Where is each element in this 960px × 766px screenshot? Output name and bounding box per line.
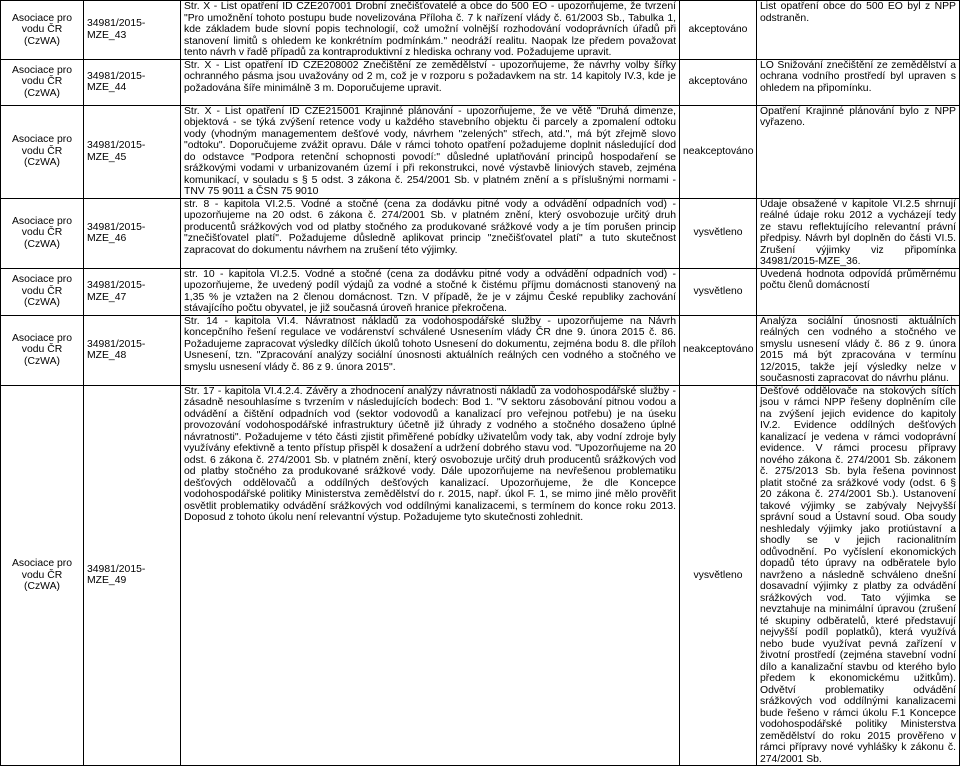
table-row <box>1 105 960 198</box>
response-cell: Dešťové odděl​ovače na stokových sítích jsou v rámci NPP řešeny doplněním cíle na zvýšení jejich evidence do kapitoly IV.2. Evidence oddílných dešťových kanalizací je vedena v rámci vodoprávní evidence. V rámci procesu přípravy nového zákona č. 274/2001 Sb. zákonem č. 275/2013 Sb. byla řešena povinnost platit stočné za srážkové vody (odst. 6 § 20 zákona č. 274/2001 Sb.). Ustanovení takové výjimky se zabývaly Nejvyšší správní soud a Ústavní soud. Oba soudy neshledaly výjimky jako protiústavní a shodly se v jejich racionalitním odůvodnění. Po vyčíslení ekonomických dopadů této úpravy na odběratele bylo navrženo a následně schváleno dnešní dosavadní výjimky z platby za odvádění srážkových vod. Tato výjimka se nevztahuje na minimální úpravou (zrušení té skupiny odběratelů, které představují nejvyšší podíl poplatků), která využívá nebo bude využívat pevná zařízení v životní prostředí (zejména stavební vodní dílo a kanalizační stavbu od kterého bylo předem k ekonomickému užitkům). Odvětví problematiky odvádění srážkových vod oddílnými kanalizacemi bude řešeno v rámci úkolu F.1 Koncepce vodohospodářské politiky Ministerstva zemědělství do roku 2015 prověřeno v rámci přípravy nové vyhlášky k zákonu č. 274/2001 Sb. <box>757 385 960 766</box>
status-cell: neakceptováno <box>680 105 757 198</box>
comments-table-body <box>1 1 960 766</box>
response-cell: Údaje obsažené v kapitole VI.2.5 shrnují reálné údaje roku 2012 a vycházejí tedy ze stavu reflektujícího relevantní právní předpisy. Návrh byl doplněn do části VI.5. Zrušení výjimky viz připomínka 34981/2015-MZE_36. <box>757 198 960 268</box>
table-row <box>1 198 960 268</box>
reference-code-cell: 34981/2015-MZE_49 <box>84 385 181 766</box>
status-cell: vysvětleno <box>680 268 757 315</box>
comment-cell: Str. X - List opatření ID CZE207001 Drobní znečišťovatelé a obce do 500 EO - upozorňujeme, že tvrzení "Pro umožnění tohoto postupu bude novelizována Příloha č. 7 k nařízení vlády č. 61/2003 Sb., Tabulka 1, kde základem bude slovní popis technologií, což umožní volnější rozhodování vodoprávních úřadů při stanovení limitů s ohledem ke konkrétním podmínkám." neodráží realitu. Naopak lze předem považovat tento návrh v řadě případů za kontraproduktivní z hlediska ochrany vod. Požadujeme upravit. <box>181 1 680 60</box>
table-row <box>1 315 960 385</box>
organization-cell: Asociace pro vodu ČR (CzWA) <box>1 198 84 268</box>
comment-cell: str. 10 - kapitola VI.2.5. Vodné a stočné (cena za dodávku pitné vody a odvádění odpadních vod) - upozorňujeme, že uvedený podíl výdajů za vodné a stočné k čistému příjmu domácnosti stanovený na 1,35 % je vztažen na 2 členou domácnost. Tzn. V případě, že je v zájmu České republiky zachování stávajícího počtu obyvatel, je již současná úroveň hranice překročena. <box>181 268 680 315</box>
response-cell: LO Snižování znečištění ze zemědělství a ochrana vodního prostředí byl upraven s ohledem na připomínku. <box>757 59 960 105</box>
response-cell: Opatření Krajinné plánování bylo z NPP vyřazeno. <box>757 105 960 198</box>
comment-cell: str. 8 - kapitola VI.2.5. Vodné a stočné (cena za dodávku pitné vody a odvádění odpadních vod) - upozorňujeme na 20 odst. 6 zákona č. 274/2001 Sb. v platném znění, který osvobozuje určitý druh producentů srážkových vod od platby stočného za produkované srážkové vody a je tím porušen princip "znečišťovatel platí". Požadujeme důsledně aplikovat princip "znečišťovatel platí" a tuto skutečnost zapracovat do dokumentu návrhem na zrušení této výjimky. <box>181 198 680 268</box>
reference-code-cell: 34981/2015-MZE_48 <box>84 315 181 385</box>
organization-cell: Asociace pro vodu ČR (CzWA) <box>1 105 84 198</box>
response-cell: Uvedená hodnota odpovídá průměrnému počtu členů domácností <box>757 268 960 315</box>
table-row <box>1 59 960 105</box>
comment-cell: Str. 17 - kapitola VI.4.2.4. Závěry a zhodnocení analýzy návratnosti nákladů za vodohospodářské služby - zásadně nesouhlasíme s tvrzením v následujících bodech: Bod 1. "V sektoru zásobování pitnou vodou a odvádění a čištění odpadních vod (sektor vodovodů a kanalizací pro veřejnou potřebu) je na úseku provozování vodohospodářské infrastruktury účetně již úhrady z vodného a stočného dosaženo úplné návratnosti". Požadujeme v této části zjistit přiměřené pobídky uživatelům vody tak, aby vodní zdroje byly využívány efektivně a tento přístup přispěl k dosažení a udržení dobrého stavu vod. "Upozorňujeme na 20 odst. 6 zákona č. 274/2001 Sb. v platném znění, který osvobozuje určitý druh producentů srážkových vod od platby stočného za produkované srážkové vody. Dále upozorňujeme na nevřešenou problematiku dešťových oddělovačů a oddílných dešťových kanalizací. Upozorňujeme, že dle Koncepce vodohospodářské politiky Ministerstva zemědělství do r. 2015, např. úkol F. 1, se mimo jiné mělo prověřit osvětlit problematiky odvádění srážkových vod oddílnými kanalizacemi, s termínem do konce roku 2013. Doposud z tohoto úkolu není relevantní výstup. Požadujeme tyto skutečnosti zohlednit. <box>181 385 680 766</box>
table-row <box>1 1 960 60</box>
response-cell: Analýza sociální únosnosti aktuálních reálných cen vodného a stočného ve smyslu usnesení vlády č. 86 z 9. února 2015 má být zpracována v termínu 12/2015, takže její výsledky nelze v současnosti zapracovat do návrhu plánu. <box>757 315 960 385</box>
comment-cell: Str. 14 - kapitola VI.4. Návratnost nákladů za vodohospodářské služby - upozorňujeme na Návrh koncepčního řešení regulace ve vodárenství schválené Usnesením vlády ČR dne 9. února 2015 č. 86. Požadujeme zapracovat výsledky dílčích úkolů tohoto Usnesení do dokumentu, zejména bodu 8. dle příloh Usnesení, tzn. "Zpracování analýzy sociální únosnosti aktuálních reálných cen vodného a stočného ve smyslu usnesení vlády č. 86 z 9. února 2015". <box>181 315 680 385</box>
reference-code-cell: 34981/2015-MZE_46 <box>84 198 181 268</box>
status-cell: akceptováno <box>680 1 757 60</box>
organization-cell: Asociace pro vodu ČR (CzWA) <box>1 268 84 315</box>
comment-cell: Str. X - List opatření ID CZE215001 Krajinné plánování - upozorňujeme, že ve větě "Druhá dimenze, objektová - se týká zvýšení retence vody u každého stavebního objektu či parcely a zpomalení odtoku vody (vhodným managementem dešťové vody, návrhem "zelených" střech, atd.", má být zřejmě slovo "odtoku". Doporučujeme zvážit opravu. Dále v rámci tohoto opatření požadujeme doplnit následující dod do odstavce "Podpora retenční schopnosti povodí:" důsledné uplatňování principů hospodaření se srážkovými vodami v urbanizovaném území i při rekonstrukci, nové výstavbě liniových staveb, zejména komunikací, v souladu s § 5 odst. 3 zákona č. 254/2001 Sb. v platném znění a s příslušnými normami -TNV 75 9011 a ČSN 75 9010 <box>181 105 680 198</box>
reference-code-cell: 34981/2015-MZE_43 <box>84 1 181 60</box>
status-cell: vysvětleno <box>680 198 757 268</box>
table-row <box>1 268 960 315</box>
status-cell: akceptováno <box>680 59 757 105</box>
status-cell: neakceptováno <box>680 315 757 385</box>
reference-code-cell: 34981/2015-MZE_47 <box>84 268 181 315</box>
organization-cell: Asociace pro vodu ČR (CzWA) <box>1 385 84 766</box>
reference-code-cell: 34981/2015-MZE_45 <box>84 105 181 198</box>
comment-cell: Str. X - List opatření ID CZE208002 Znečištění ze zemědělství - upozorňujeme, že návrhy volby šířky ochranného pásma jsou uvažovány od 2 m, což je v rozporu s požadavkem na str. 14 kapitoly IV.3, kde je požadována šíře minimálně 3 m. Doporučujeme upravit. <box>181 59 680 105</box>
organization-cell: Asociace pro vodu ČR (CzWA) <box>1 59 84 105</box>
status-cell: vysvětleno <box>680 385 757 766</box>
table-row <box>1 385 960 766</box>
response-cell: List opatření obce do 500 EO byl z NPP odstraněn. <box>757 1 960 60</box>
organization-cell: Asociace pro vodu ČR (CzWA) <box>1 1 84 60</box>
organization-cell: Asociace pro vodu ČR (CzWA) <box>1 315 84 385</box>
reference-code-cell: 34981/2015-MZE_44 <box>84 59 181 105</box>
